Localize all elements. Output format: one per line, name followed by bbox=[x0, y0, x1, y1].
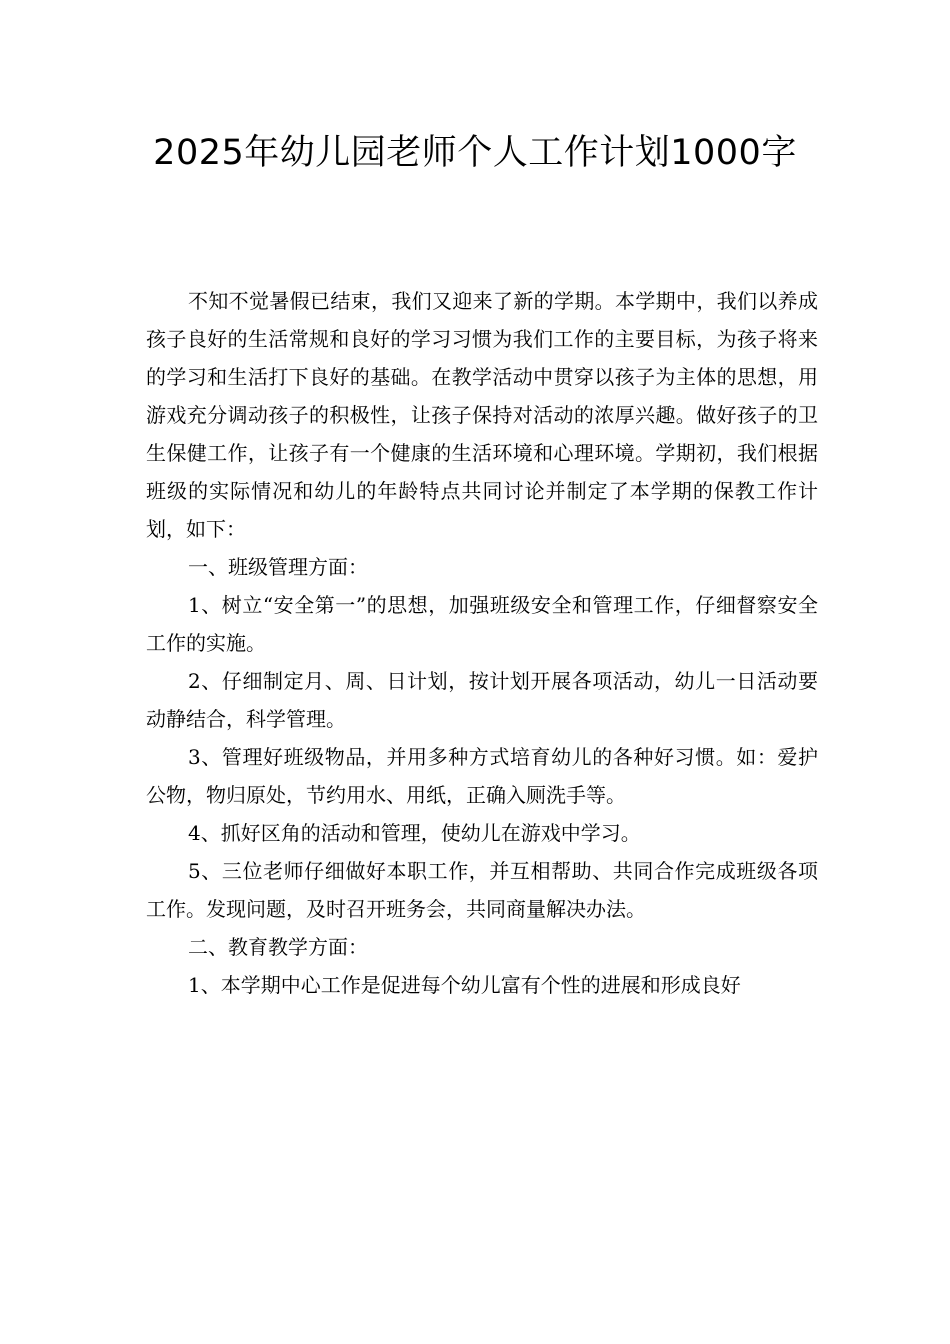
document-title: 2025年幼儿园老师个人工作计划1000字 bbox=[153, 133, 797, 173]
paragraph-intro: 不知不觉暑假已结束，我们又迎来了新的学期。本学期中，我们以养成孩子良好的生活常规和良好的学习习惯为我们工作的主要目标，为孩子将来的学习和生活打下良好的基础。在教学活动中贯穿以孩子为主体的思想，用游戏充分调动孩子的积极性，让孩子保持对活动的浓厚兴趣。做好孩子的卫生保健工作，让孩子有一个健康的生活环境和心理环境。学期初，我们根据班级的实际情况和幼儿的年龄特点共同讨论并制定了本学期的保教工作计划，如下： bbox=[146, 289, 818, 541]
list-item: 1、树立“安全第一”的思想，加强班级安全和管理工作，仔细督察安全工作的实施。 bbox=[146, 593, 818, 655]
section-heading-education: 二、教育教学方面： bbox=[188, 935, 368, 959]
section-heading-class-management: 一、班级管理方面： bbox=[188, 555, 368, 579]
list-item: 3、管理好班级物品，并用多种方式培育幼儿的各种好习惯。如：爱护公物，物归原处，节约用水、用纸，正确入厕洗手等。 bbox=[146, 745, 818, 807]
list-item: 1、本学期中心工作是促进每个幼儿富有个性的进展和形成良好 bbox=[188, 973, 741, 997]
list-item: 2、仔细制定月、周、日计划，按计划开展各项活动，幼儿一日活动要动静结合，科学管理。 bbox=[146, 669, 818, 731]
document-body bbox=[146, 282, 818, 1004]
list-item: 5、三位老师仔细做好本职工作，并互相帮助、共同合作完成班级各项工作。发现问题，及时召开班务会，共同商量解决办法。 bbox=[146, 859, 818, 921]
list-item: 4、抓好区角的活动和管理，使幼儿在游戏中学习。 bbox=[188, 821, 641, 845]
